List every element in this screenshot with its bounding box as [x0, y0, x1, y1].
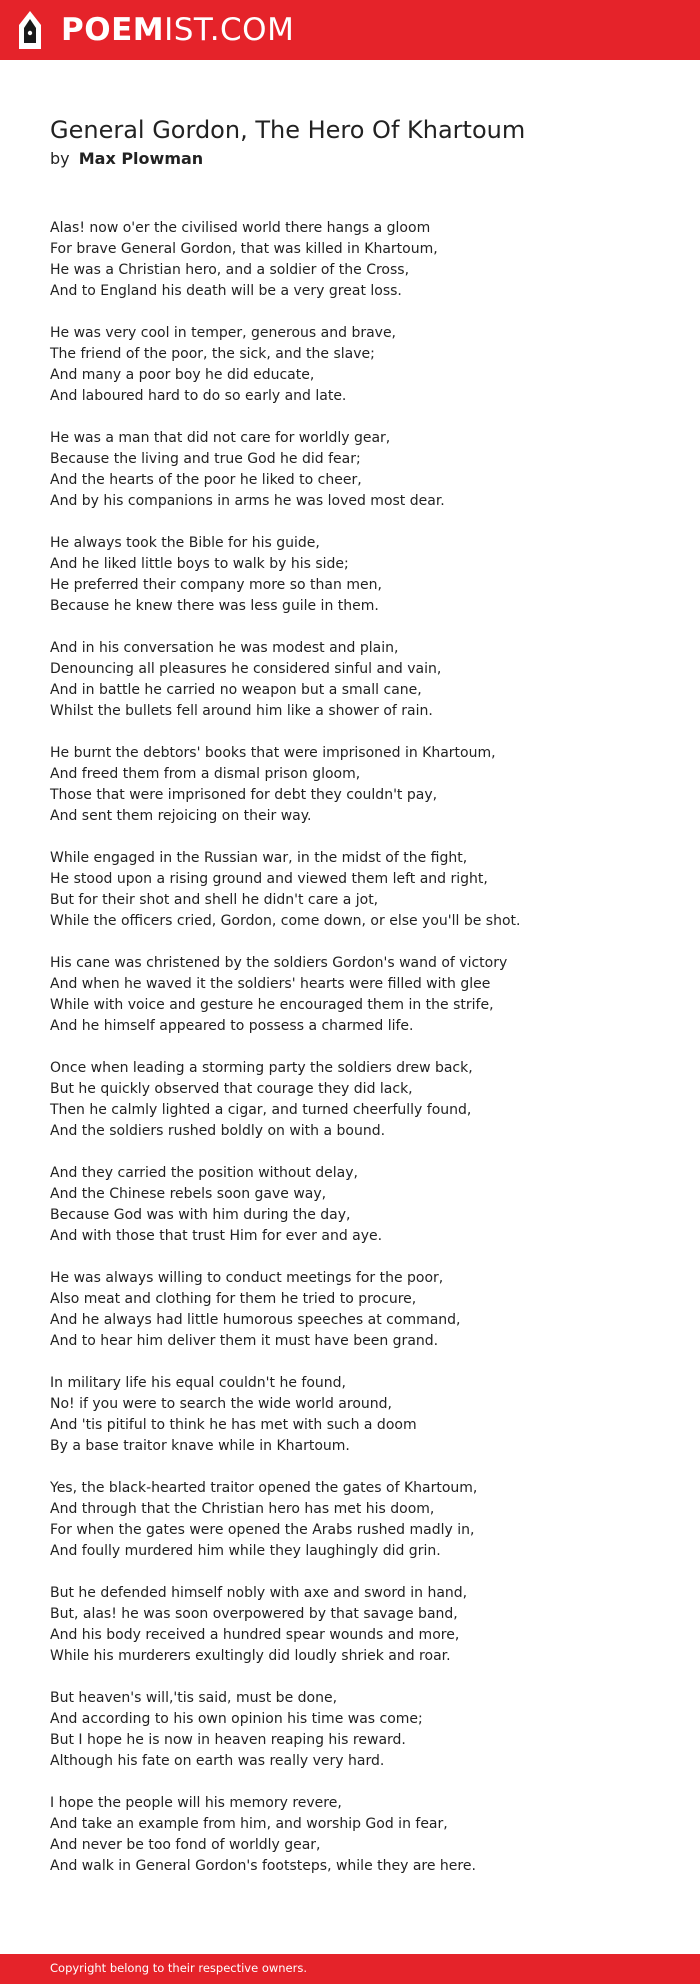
- poem-line: Whilst the bullets fell around him like a shower of rain.: [50, 703, 433, 719]
- poem-line: He was always willing to conduct meetings for the poor,: [50, 1270, 444, 1286]
- logo-text-light: IST.COM: [164, 12, 295, 48]
- poem-line: Also meat and clothing for them he tried to procure,: [50, 1291, 417, 1307]
- poem-line: The friend of the poor, the sick, and the slave;: [50, 346, 375, 362]
- poem-line: Those that were imprisoned for debt they couldn't pay,: [50, 787, 438, 803]
- stanza: [50, 218, 670, 302]
- poem-line: But heaven's will,'tis said, must be done,: [50, 1690, 338, 1706]
- poem-line: Because the living and true God he did fear;: [50, 451, 361, 467]
- poem-line: But he defended himself nobly with axe and sword in hand,: [50, 1585, 468, 1601]
- site-logo[interactable]: [18, 10, 294, 50]
- poem-line: Then he calmly lighted a cigar, and turned cheerfully found,: [50, 1102, 472, 1118]
- poem-line: For when the gates were opened the Arabs rushed madly in,: [50, 1522, 475, 1538]
- stanza: [50, 1688, 670, 1772]
- poem-line: And freed them from a dismal prison gloom,: [50, 766, 361, 782]
- poem-line: And he himself appeared to possess a charmed life.: [50, 1018, 414, 1034]
- stanza: [50, 743, 670, 827]
- poem-line: And in his conversation he was modest and plain,: [50, 640, 399, 656]
- poem-line: Yes, the black-hearted traitor opened the gates of Khartoum,: [50, 1480, 478, 1496]
- stanza: [50, 638, 670, 722]
- poem-line: Once when leading a storming party the soldiers drew back,: [50, 1060, 473, 1076]
- poem-line: And to England his death will be a very great loss.: [50, 283, 402, 299]
- poem-line: And never be too fond of worldly gear,: [50, 1837, 321, 1853]
- poem-line: Because God was with him during the day,: [50, 1207, 351, 1223]
- poem-line: And sent them rejoicing on their way.: [50, 808, 312, 824]
- poem-line: And take an example from him, and worship God in fear,: [50, 1816, 448, 1832]
- poem-line: And laboured hard to do so early and late.: [50, 388, 347, 404]
- poem-line: Although his fate on earth was really very hard.: [50, 1753, 385, 1769]
- poem-line: But, alas! he was soon overpowered by that savage band,: [50, 1606, 458, 1622]
- stanza: [50, 1478, 670, 1562]
- logo-text-bold: POEM: [61, 12, 165, 48]
- stanza: [50, 1268, 670, 1352]
- stanza: [50, 1163, 670, 1247]
- poem-line: And many a poor boy he did educate,: [50, 367, 315, 383]
- copyright-text: Copyright belong to their respective owners.: [50, 1961, 308, 1975]
- poem-body: [50, 218, 670, 1898]
- poem-line: And with those that trust Him for ever and aye.: [50, 1228, 383, 1244]
- poem-line: He stood upon a rising ground and viewed them left and right,: [50, 871, 488, 887]
- poem-line: And the hearts of the poor he liked to cheer,: [50, 472, 362, 488]
- site-logo-text: [61, 10, 294, 50]
- poem-line: While with voice and gesture he encouraged them in the strife,: [50, 997, 494, 1013]
- poem-line: He always took the Bible for his guide,: [50, 535, 320, 551]
- poem-line: For brave General Gordon, that was killed in Khartoum,: [50, 241, 438, 257]
- stanza: [50, 1793, 670, 1877]
- poem-line: Alas! now o'er the civilised world there hangs a gloom: [50, 220, 431, 236]
- poem-line: But I hope he is now in heaven reaping his reward.: [50, 1732, 406, 1748]
- poem-line: Because he knew there was less guile in them.: [50, 598, 379, 614]
- pen-nib-icon: [18, 10, 42, 50]
- poem-line: And walk in General Gordon's footsteps, while they are here.: [50, 1858, 476, 1874]
- poem-line: And when he waved it the soldiers' hearts were filled with glee: [50, 976, 491, 992]
- poem-line: And by his companions in arms he was loved most dear.: [50, 493, 445, 509]
- poem-line: He was a Christian hero, and a soldier of the Cross,: [50, 262, 410, 278]
- poem-line: He preferred their company more so than men,: [50, 577, 382, 593]
- poem-line: And in battle he carried no weapon but a small cane,: [50, 682, 422, 698]
- poem-line: And he always had little humorous speeches at command,: [50, 1312, 461, 1328]
- author-link[interactable]: Max Plowman: [78, 149, 204, 168]
- byline: [50, 149, 203, 168]
- stanza: [50, 1058, 670, 1142]
- poem-title: General Gordon, The Hero Of Khartoum: [50, 116, 526, 144]
- stanza: [50, 1373, 670, 1457]
- poem-line: And foully murdered him while they laughingly did grin.: [50, 1543, 441, 1559]
- poem-line: While his murderers exultingly did loudly shriek and roar.: [50, 1648, 451, 1664]
- poem-line: By a base traitor knave while in Khartoum.: [50, 1438, 350, 1454]
- poem-line: In military life his equal couldn't he found,: [50, 1375, 346, 1391]
- stanza: [50, 953, 670, 1037]
- poem-line: He was very cool in temper, generous and brave,: [50, 325, 397, 341]
- poem-line: And they carried the position without delay,: [50, 1165, 358, 1181]
- poem-line: And his body received a hundred spear wounds and more,: [50, 1627, 460, 1643]
- by-label: by: [50, 149, 70, 168]
- poem-line: No! if you were to search the wide world around,: [50, 1396, 392, 1412]
- poem-line: But for their shot and shell he didn't care a jot,: [50, 892, 379, 908]
- poem-line: While engaged in the Russian war, in the midst of the fight,: [50, 850, 468, 866]
- stanza: [50, 848, 670, 932]
- poem-line: His cane was christened by the soldiers Gordon's wand of victory: [50, 955, 508, 971]
- header-bar: [0, 0, 700, 60]
- poem-line: And according to his own opinion his time was come;: [50, 1711, 423, 1727]
- footer-bar: [0, 1954, 700, 1984]
- poem-line: But he quickly observed that courage they did lack,: [50, 1081, 413, 1097]
- poem-line: While the officers cried, Gordon, come down, or else you'll be shot.: [50, 913, 521, 929]
- poem-line: And the soldiers rushed boldly on with a bound.: [50, 1123, 386, 1139]
- poem-line: And to hear him deliver them it must have been grand.: [50, 1333, 439, 1349]
- poem-line: He was a man that did not care for worldly gear,: [50, 430, 391, 446]
- poem-line: Denouncing all pleasures he considered sinful and vain,: [50, 661, 442, 677]
- stanza: [50, 533, 670, 617]
- poem-line: And the Chinese rebels soon gave way,: [50, 1186, 327, 1202]
- stanza: [50, 1583, 670, 1667]
- poem-line: And 'tis pitiful to think he has met with such a doom: [50, 1417, 417, 1433]
- poem-line: And he liked little boys to walk by his side;: [50, 556, 349, 572]
- poem-line: I hope the people will his memory revere,: [50, 1795, 342, 1811]
- poem-line: And through that the Christian hero has met his doom,: [50, 1501, 435, 1517]
- stanza: [50, 323, 670, 407]
- poem-line: He burnt the debtors' books that were imprisoned in Khartoum,: [50, 745, 496, 761]
- stanza: [50, 428, 670, 512]
